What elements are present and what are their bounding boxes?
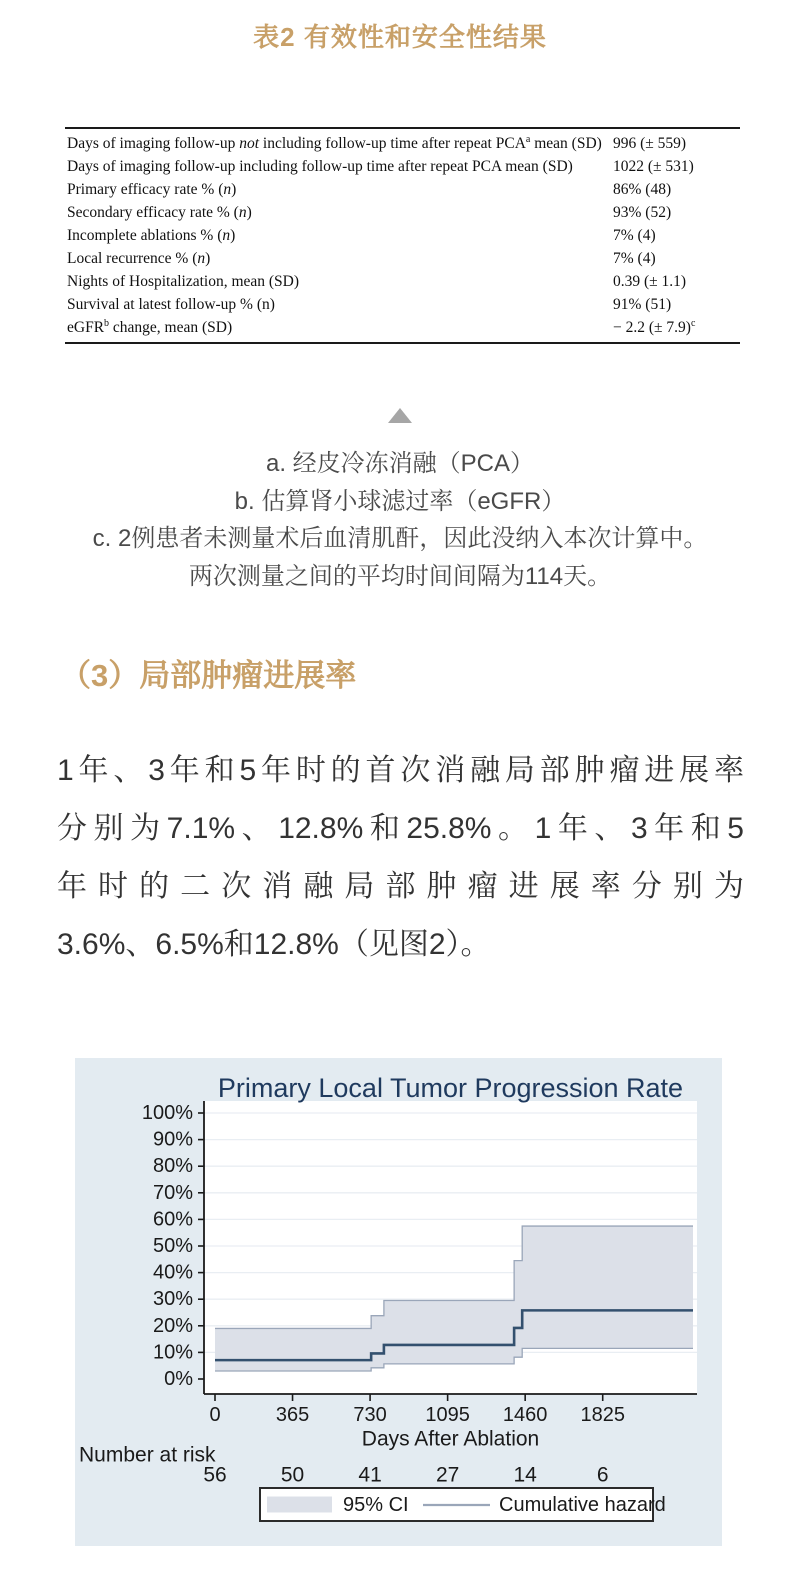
legend-label-hazard: Cumulative hazard: [499, 1494, 666, 1516]
footnote-line: 两次测量之间的平均时间间隔为114天。: [188, 562, 612, 590]
y-tick-label: 30%: [152, 1288, 193, 1311]
table-row: [67, 155, 740, 178]
number-at-risk-value: 50: [280, 1463, 305, 1487]
ltp-figure: [75, 1058, 722, 1546]
paragraph-line: 3.6%、6.5%和12.8%（见图2）。: [57, 928, 491, 961]
table-row: [67, 201, 740, 224]
x-axis-label: Days After Ablation: [361, 1427, 540, 1451]
row-value: 0.39 (± 1.1): [613, 273, 687, 290]
number-at-risk-value: 56: [203, 1463, 227, 1487]
legend-band-swatch: [267, 1497, 332, 1513]
x-tick-label: 0: [209, 1404, 221, 1426]
y-tick-label: 0%: [164, 1368, 193, 1390]
body-paragraph: [57, 742, 744, 974]
paragraph-line: 年时的二次消融局部肿瘤进展率分别为: [57, 870, 744, 903]
row-value: 996 (± 559): [613, 135, 687, 152]
section-heading: （3）局部肿瘤进展率: [60, 658, 357, 693]
x-tick-label: 1825: [580, 1404, 625, 1426]
row-value: 91% (51): [613, 296, 672, 313]
y-tick-label: 60%: [152, 1208, 193, 1231]
results-table: [65, 127, 740, 344]
row-value: 7% (4): [613, 250, 656, 267]
x-tick-label: 1095: [425, 1404, 470, 1426]
row-value: 86% (48): [613, 181, 672, 198]
row-label: Incomplete ablations % (n): [67, 227, 236, 244]
table-row: [67, 247, 740, 270]
x-tick-label: 730: [353, 1404, 387, 1426]
row-value: 7% (4): [613, 227, 656, 244]
row-label: Primary efficacy rate % (n): [67, 181, 237, 198]
row-label: Days of imaging follow-up including follow-up time after repeat PCA mean (SD): [67, 158, 573, 175]
y-tick-label: 50%: [152, 1235, 193, 1257]
y-tick-label: 100%: [141, 1102, 193, 1124]
row-label: Nights of Hospitalization, mean (SD): [67, 273, 300, 290]
number-at-risk-label: Number at risk: [79, 1443, 216, 1467]
row-value: − 2.2 (± 7.9)$^c$: [613, 317, 696, 336]
number-at-risk-value: 14: [513, 1463, 537, 1487]
paragraph-line: 1年、3年和5年时的首次消融局部肿瘤进展率: [57, 754, 744, 787]
collapse-triangle-icon: [388, 408, 412, 423]
row-label: Days of imaging follow-up not including follow-up time after repeat PCA$^a$ mean (SD): [67, 133, 602, 152]
row-label: Survival at latest follow-up % (n): [67, 296, 275, 313]
table-row: [67, 132, 740, 155]
row-label: Secondary efficacy rate % (n): [67, 204, 252, 221]
y-tick-label: 20%: [152, 1314, 193, 1337]
y-tick-label: 80%: [152, 1155, 193, 1178]
y-tick-label: 10%: [152, 1341, 193, 1364]
row-label: Local recurrence % (n): [67, 250, 211, 267]
y-tick-label: 70%: [152, 1181, 193, 1204]
paragraph-line: 分别为7.1%、12.8%和25.8%。1年、3年和5: [57, 812, 744, 845]
table-footnotes: [0, 445, 800, 595]
table-row: [67, 293, 740, 316]
y-tick-label: 90%: [152, 1128, 193, 1151]
row-value: 1022 (± 531): [613, 158, 694, 175]
chart-title: Primary Local Tumor Progression Rate: [217, 1073, 684, 1103]
row-label: eGFR$^b$ change, mean (SD): [67, 317, 233, 336]
number-at-risk-value: 27: [435, 1463, 460, 1487]
x-tick-label: 1460: [502, 1404, 548, 1426]
ltp-chart-svg: [75, 1058, 722, 1546]
x-tick-label: 365: [275, 1404, 310, 1426]
footnote-line: a. 经皮冷冻消融（PCA）: [265, 450, 535, 477]
page-title: 表2 有效性和安全性结果: [253, 22, 547, 52]
number-at-risk-value: 41: [358, 1463, 382, 1487]
table-row: [67, 270, 740, 293]
table-row: [67, 178, 740, 201]
row-value: 93% (52): [613, 204, 672, 221]
footnote-line: b. 估算肾小球滤过率（eGFR）: [234, 487, 566, 515]
table-row: [67, 316, 740, 339]
table-row: [67, 224, 740, 247]
y-tick-label: 40%: [152, 1261, 193, 1284]
number-at-risk-value: 6: [596, 1463, 609, 1487]
footnote-line: c. 2例患者未测量术后血清肌酐，因此没纳入本次计算中。: [92, 525, 708, 552]
legend-label-ci: 95% CI: [343, 1494, 409, 1516]
